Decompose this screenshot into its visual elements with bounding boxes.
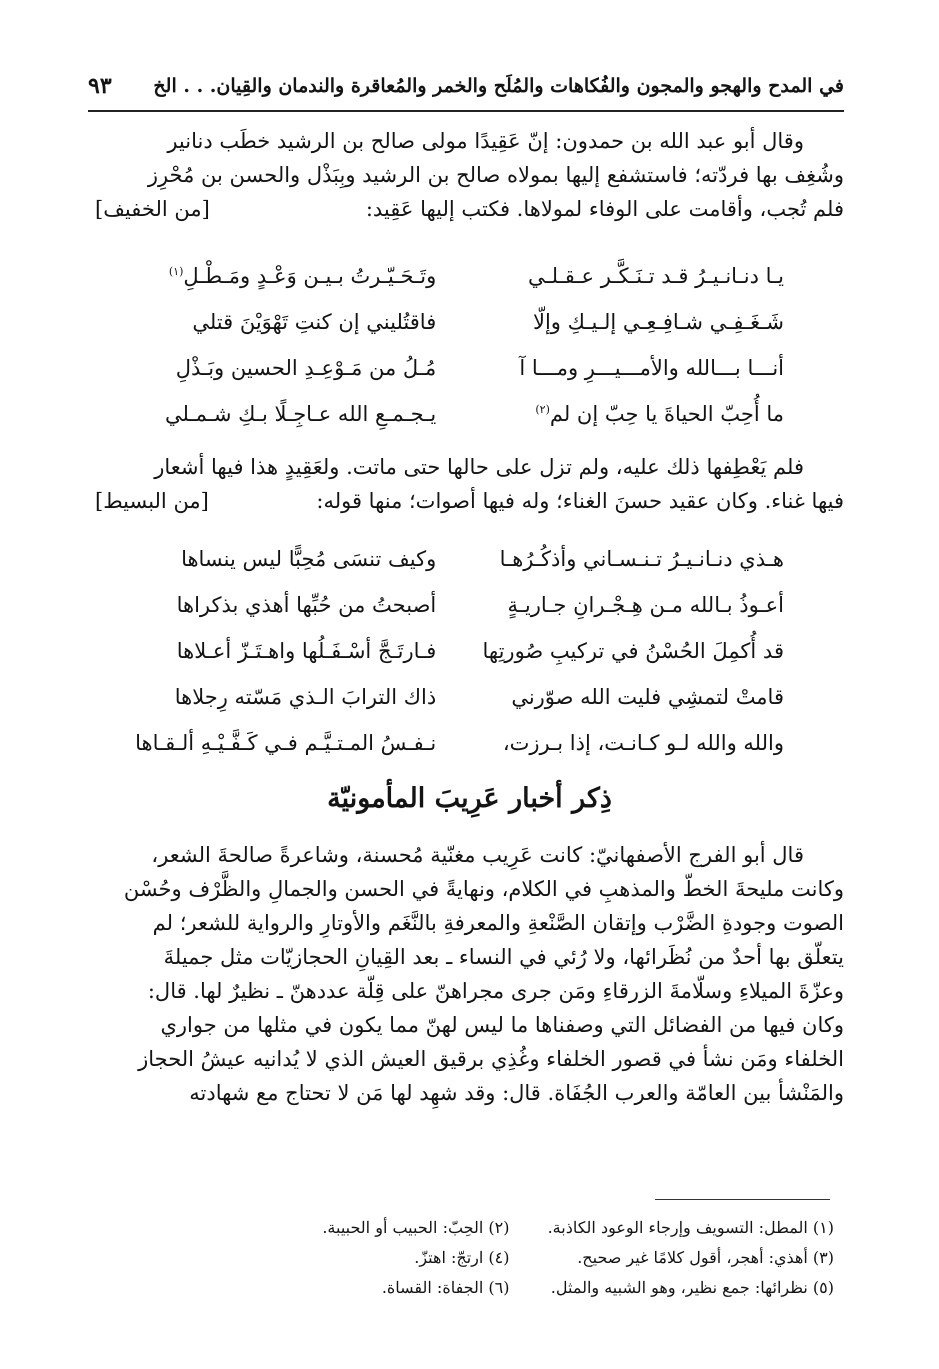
verse-first-hemistich: يـا دنـانـيـرُ قـد تـنَـكَّـر عـقـلـي <box>527 264 784 288</box>
verse-second-hemistich: يـجـمـعِ الله عـاجِـلًا بـكِ شـمـلي <box>164 402 437 426</box>
footnote-row <box>210 1272 834 1302</box>
text-line-content: فيها غناء. وكان عقيد حسنَ الغناء؛ وله فيها أصوات؛ منها قوله: <box>316 489 844 513</box>
verse <box>140 536 784 582</box>
poem-one <box>140 253 784 437</box>
text-line: وقال أبو عبد الله بن حمدون: إنّ عَقِيدًا مولى صالح بن الرشيد خطَب دنانير <box>167 129 804 153</box>
footnote-divider <box>655 1199 830 1200</box>
running-title: في المدح والهجو والمجون والفُكاهات والمُلَح والخمر والمُعاقرة والندمان والقِيان. . . الخ <box>153 75 844 97</box>
verse-first-hemistich: أعـوذُ بـالله مـن هِـجْـرانِ جـاريـةٍ <box>507 593 784 617</box>
verse-first-hemistich: أنـــا بـــالله والأمـــيـــرِ ومـــا آ <box>519 356 784 380</box>
text-line: وكان فيها من الفضائل التي وصفناها ما ليس لهنّ مما يكون في مثلها من جواري <box>160 1013 844 1037</box>
verse-second-hemistich: فاقتُليني إن كنتِ تَهْوَيْنَ قتلي <box>192 310 437 334</box>
footnote: (١) المطل: التسويف وإرجاء الوعود الكاذبة. <box>547 1217 834 1237</box>
footnote: (٣) أهذي: أهجر، أقول كلامًا غير صحيح. <box>577 1247 834 1267</box>
verse-second-hemistich: مُـلُ من مَـوْعِـدِ الحسين وبَـذْلِ <box>175 356 437 380</box>
verse-first-hemistich: والله والله لـو كـانـت، إذا بـرزت، <box>502 731 784 755</box>
footnote: (٢) الحِبّ: الحبيب أو الحبيبة. <box>322 1217 510 1237</box>
meter-label: [من الخفيف] <box>95 197 210 221</box>
text-line: وكانت مليحةَ الخطّ والمذهبِ في الكلام، ونهايةً في الحسن والجمالِ والظَّرْف وحُسْن <box>123 877 844 901</box>
section-title: ذِكر أخبار عَرِيبَ المأمونيّة <box>327 783 612 814</box>
text-line: الخلفاء ومَن نشأ في قصور الخلفاء وغُذِي برقيق العيش الذي لا يُدانيه عيشُ الحجاز <box>138 1047 844 1071</box>
text-line: الصوت وجودةِ الضَّرْب وإتقان الصَّنْعةِ والمعرفةِ بالنَّغَم والأوتارِ والرواية للشعر؛ لم <box>152 911 844 935</box>
footnote-marker: (١) <box>168 265 184 278</box>
text-line: وشُغِف بها فردّته؛ فاستشفع إليها بمولاه صالح بن الرشيد وبِبَذْل والحسن بن مُحْرِز <box>147 163 844 187</box>
verse-first-hemistich: ما أُحِبّ الحياةَ يا حِبّ إن لم$^{(٢)}$ <box>535 402 784 426</box>
verse-second-hemistich: أصبحتُ من حُبِّها أهذي بذكراها <box>176 593 437 617</box>
text-line: فلم يَعْطِفها ذلك عليه، ولم تزل على حالها حتى ماتت. ولعَقِيدٍ هذا فيها أشعار <box>154 455 804 479</box>
verse-second-hemistich: وكيف تنسَى مُحِبًّا ليس ينساها <box>181 547 437 571</box>
header-divider <box>88 110 844 112</box>
footnote-marker: (٢) <box>535 403 550 416</box>
main-paragraph <box>95 838 844 1110</box>
verse-second-hemistich: فـارتَـجَّ أسْـفَـلُها واهـتَـزّ أعـلاها <box>176 639 437 663</box>
verse <box>140 628 784 674</box>
verse <box>140 674 784 720</box>
text-line: يتعلّق بها أحدٌ من نُظَرائها، ولا رُئي في النساء ـ بعد القِيانِ الحجازيّات مثل جميلةَ <box>163 945 844 969</box>
verse <box>140 253 784 299</box>
verse <box>140 582 784 628</box>
verse-first-hemistich: هـذي دنـانـيـرُ تـنـسـاني وأذكُـرُهـا <box>499 547 784 571</box>
text-line <box>95 484 844 518</box>
footnote-row <box>210 1212 834 1242</box>
page-number: ٩٣ <box>88 73 112 99</box>
footnotes <box>210 1212 834 1302</box>
footnote: (٥) نظرائها: جمع نظير، وهو الشبيه والمثل. <box>550 1277 834 1297</box>
middle-paragraph <box>95 450 844 518</box>
text-line: قال أبو الفرج الأصفهانيّ: كانت عَرِيب مغنّية مُحسنة، وشاعرةً صالحةَ الشعر، <box>151 843 804 867</box>
verse-first-hemistich: قامتْ لتمشِي فليت الله صوّرني <box>511 685 784 709</box>
intro-paragraph <box>95 124 844 226</box>
verse <box>140 345 784 391</box>
verse-second-hemistich: وتَـحَـيّـرتُ بـيـن وَعْـدٍ ومَـطْـلِ$^{(١)}$ <box>168 264 437 288</box>
footnote: (٦) الجفاة: القساة. <box>381 1277 510 1297</box>
footnote-row <box>210 1242 834 1272</box>
verse <box>140 299 784 345</box>
text-line <box>95 192 844 226</box>
text-line: وعزّةَ الميلاءِ وسلّامةَ الزرقاءِ ومَن جرى مجراهنّ على قِلّة عددهنّ ـ نظيرٌ لها. قال: <box>147 979 844 1003</box>
page-header <box>88 68 844 104</box>
text-line: والمَنْشأ بين العامّة والعرب الجُفَاة. قال: وقد شهِد لها مَن لا تحتاج مع شهادته <box>189 1081 844 1105</box>
poem-two <box>135 536 784 766</box>
verse-second-hemistich: نـفـسُ المـتـيَّـم فـي كَـفَّـيْـهِ ألـقـاها <box>135 731 437 755</box>
verse <box>140 391 784 437</box>
verse-second-hemistich: ذاك الترابَ الـذي مَسّته رِجلاها <box>174 685 437 709</box>
verse-first-hemistich: شَـغَـفِـي شـافِـعِـي إلـيـكِ وإلّا <box>533 310 784 334</box>
verse-first-hemistich: قد أُكمِلَ الحُسْنُ في تركيبِ صُورتِها <box>482 639 784 663</box>
verse <box>135 720 784 766</box>
footnote: (٤) ارتجّ: اهتزّ. <box>414 1247 510 1267</box>
text-line-content: فلم تُجب، وأقامت على الوفاء لمولاها. فكتب إليها عَقِيد: <box>365 197 844 221</box>
meter-label: [من البسيط] <box>95 489 209 513</box>
